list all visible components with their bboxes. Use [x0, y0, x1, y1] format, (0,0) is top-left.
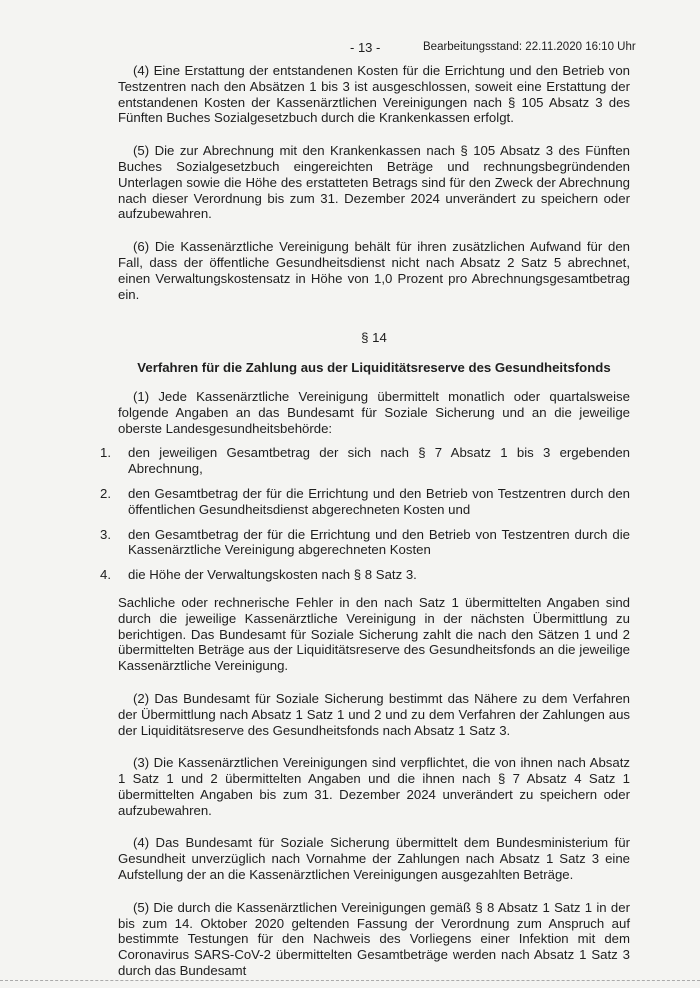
list-item-text: den jeweiligen Gesamtbetrag der sich nach § 7 Absatz 1 bis 3 ergebenden Abrechnung, — [128, 445, 630, 477]
section-14-paragraph-3: (3) Die Kassenärztlichen Vereinigungen sind verpflichtet, die von ihnen nach Absatz 1 Satz 1 und 2 übermittelten Angaben und die ihnen nach § 7 Absatz 4 Satz 1 übermittelten Angaben bis zum 31. Dezember 2024 unverändert zu speichern oder aufzubewahren. — [118, 755, 630, 818]
list-item-number: 1. — [100, 445, 111, 461]
list-item-text: den Gesamtbetrag der für die Errichtung und den Betrieb von Testzentren durch die Kassenärztliche Vereinigung abgerechneten Kosten — [128, 526, 630, 558]
section-14-paragraph-1: (1) Jede Kassenärztliche Vereinigung übermittelt monatlich oder quartalsweise folgende Angaben an das Bundesamt für Soziale Sicherung und an die jeweilige oberste Landesgesundheitsbehörde: — [118, 388, 630, 436]
paragraph-5: (5) Die zur Abrechnung mit den Krankenkassen nach § 105 Absatz 3 des Fünften Buches Sozialgesetzbuch eingereichten Beträge und rechnungsbegründenden Unterlagen sowie die Höhe des erstatteten Betrags sind für den Zweck der Abrechnung nach dieser Verordnung bis zum 31. Dezember 2024 unverändert zu speichern oder aufzubewahren. — [118, 143, 630, 222]
revision-status: Bearbeitungsstand: 22.11.2020 16:10 Uhr — [423, 41, 636, 53]
list-item — [100, 485, 630, 518]
page-number: - 13 - — [350, 40, 381, 55]
list-item-number: 2. — [100, 485, 111, 501]
list-item-text: den Gesamtbetrag der für die Errichtung und den Betrieb von Testzentren durch den öffentlichen Gesundheitsdienst abgerechneten Kosten und — [128, 485, 630, 517]
list-item — [100, 567, 630, 583]
page-header — [0, 40, 700, 56]
paragraph-6: (6) Die Kassenärztliche Vereinigung behält für ihren zusätzlichen Aufwand für den Fall, dass der öffentliche Gesundheitsdienst nicht nach Absatz 2 Satz 5 abrechnet, einen Verwaltungskostensatz in Höhe von 1,0 Prozent pro Abrechnungsgesamtbetrag ein. — [118, 239, 630, 302]
section-14-paragraph-2: (2) Das Bundesamt für Soziale Sicherung bestimmt das Nähere zu dem Verfahren der Übermittlung nach Absatz 1 Satz 1 und 2 und zu dem Verfahren der Zahlungen aus der Liquiditätsreserve des Gesundheitsfonds nach Absatz 1 Satz 3. — [118, 690, 630, 738]
page-edge-line — [0, 980, 700, 981]
list-item — [100, 445, 630, 477]
section-number: § 14 — [361, 330, 387, 346]
section-title: Verfahren für die Zahlung aus der Liquiditätsreserve des Gesundheitsfonds — [137, 360, 611, 376]
section-14-paragraph-5: (5) Die durch die Kassenärztlichen Vereinigungen gemäß § 8 Absatz 1 Satz 1 in der bis zum 14. Oktober 2020 geltenden Fassung der Verordnung zum Anspruch auf bestimmte Testungen für den Nachweis des Vorliegens einer Infektion mit dem Coronavirus SARS-CoV-2 übermittelten Gesamtbeträge werden nach Absatz 1 Satz 3 durch das Bundesamt — [118, 899, 630, 979]
list-item — [100, 526, 630, 559]
paragraph-4: (4) Eine Erstattung der entstandenen Kosten für die Errichtung und den Betrieb von Testzentren nach den Absätzen 1 bis 3 ist ausgeschlossen, soweit eine Erstattung der entstandenen Kosten der Kassenärztlichen Vereinigungen nach § 105 Absatz 3 des Fünften Buches Sozialgesetzbuch durch die Krankenkassen erfolgt. — [118, 63, 630, 126]
list-item-text: die Höhe der Verwaltungskosten nach § 8 Satz 3. — [128, 567, 417, 583]
list-item-number: 4. — [100, 567, 111, 583]
section-14-paragraph-4: (4) Das Bundesamt für Soziale Sicherung übermittelt dem Bundesministerium für Gesundheit unverzüglich nach Vornahme der Zahlungen nach Absatz 1 Satz 3 eine Aufstellung der an die Kassenärztlichen Vereinigungen ausgezahlten Beträge. — [118, 835, 630, 883]
list-item-number: 3. — [100, 526, 111, 542]
paragraph-continuation: Sachliche oder rechnerische Fehler in den nach Satz 1 übermittelten Angaben sind durch die jeweilige Kassenärztliche Vereinigung in der nächsten Übermittlung zu berichtigen. Das Bundesamt für Soziale Sicherung zahlt die nach den Sätzen 1 und 2 übermittelten Beträge aus der Liquiditätsreserve des Gesundheitsfonds an die jeweilige Kassenärztliche Vereinigung. — [118, 594, 630, 674]
page-body — [100, 63, 630, 979]
